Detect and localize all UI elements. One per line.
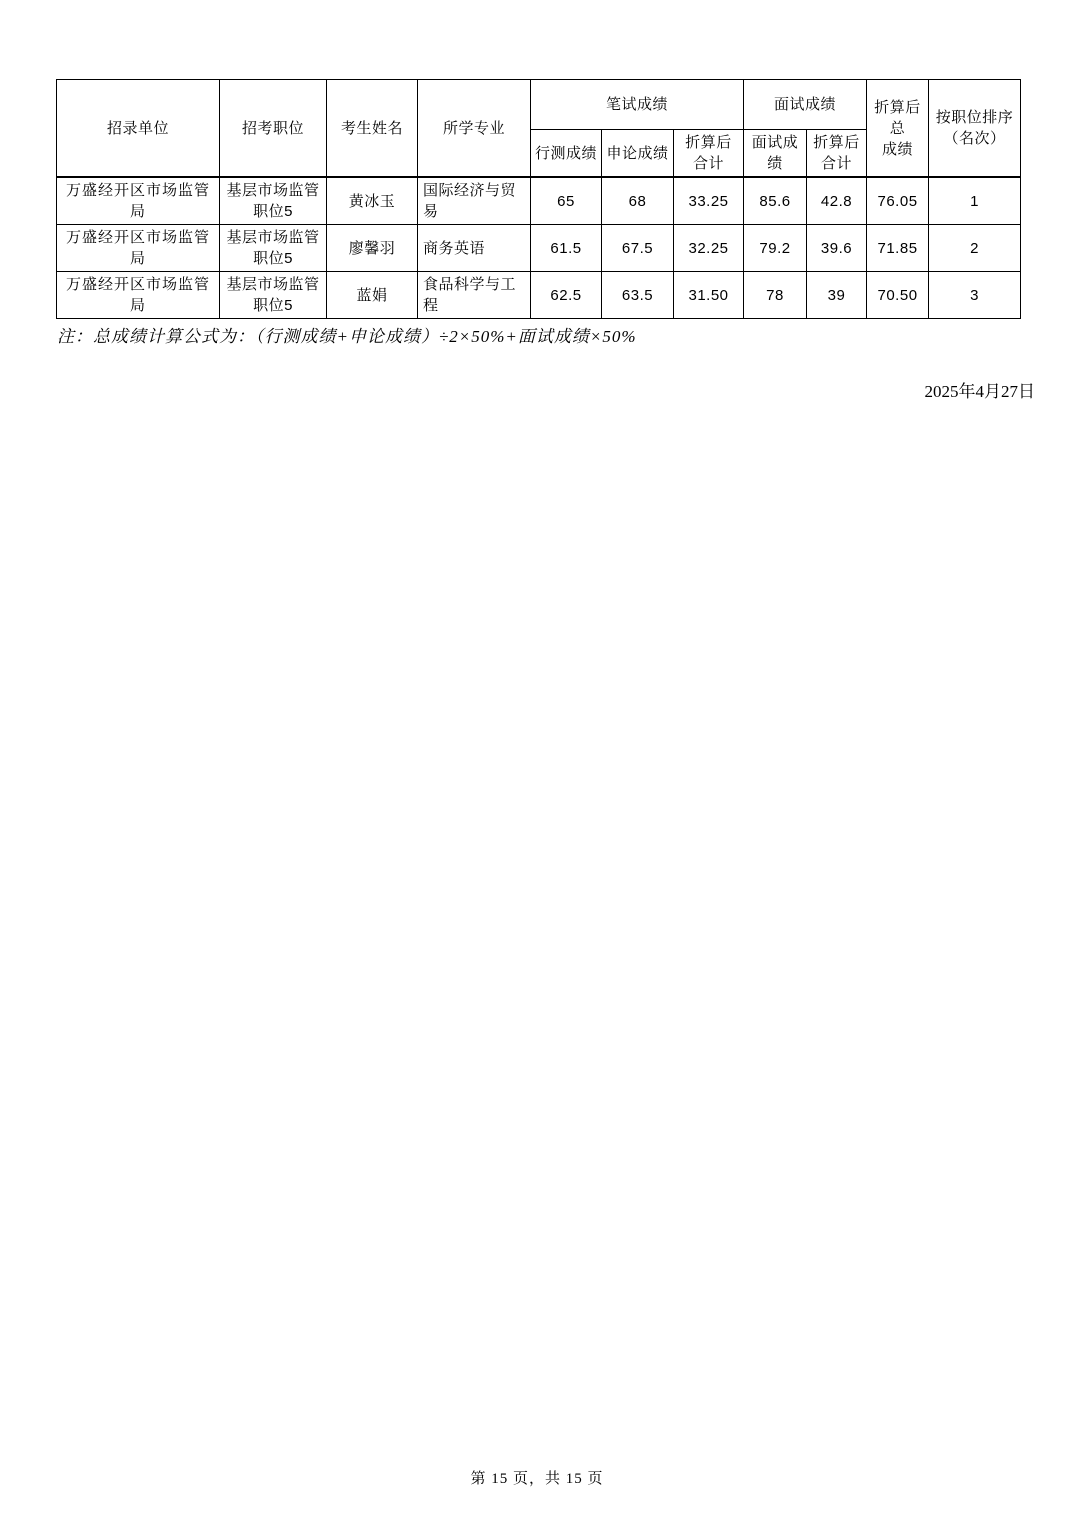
cell-xingce: 65 (531, 177, 602, 225)
cell-shenlun: 63.5 (602, 272, 674, 319)
cell-written-converted: 33.25 (674, 177, 744, 225)
cell-xingce: 62.5 (531, 272, 602, 319)
table-row (57, 272, 1021, 319)
cell-interview: 78 (744, 272, 807, 319)
header-interview-converted-line2: 合计 (821, 155, 853, 172)
cell-unit: 万盛经开区市场监管局 (57, 225, 220, 272)
header-written-group: 笔试成绩 (531, 80, 744, 130)
table-row (57, 177, 1021, 225)
table-header (57, 80, 1021, 178)
cell-name: 廖馨羽 (327, 225, 418, 272)
header-xingce-score: 行测成绩 (531, 130, 602, 178)
document-date: 2025年4月27日 (924, 382, 1035, 401)
header-recruit-position: 招考职位 (220, 80, 327, 178)
header-converted-total (867, 80, 929, 178)
cell-unit: 万盛经开区市场监管局 (57, 177, 220, 225)
header-interview-converted (807, 130, 867, 178)
cell-interview: 85.6 (744, 177, 807, 225)
cell-position: 基层市场监管职位5 (220, 225, 327, 272)
cell-xingce: 61.5 (531, 225, 602, 272)
cell-written-converted: 32.25 (674, 225, 744, 272)
cell-major: 食品科学与工程 (418, 272, 531, 319)
cell-interview-converted: 39 (807, 272, 867, 319)
header-candidate-name: 考生姓名 (327, 80, 418, 178)
header-written-converted-line1: 折算后 (685, 134, 732, 151)
header-written-converted (674, 130, 744, 178)
header-interview-score: 面试成绩 (744, 130, 807, 178)
header-interview-group: 面试成绩 (744, 80, 867, 130)
header-row-groups (57, 80, 1021, 130)
cell-unit: 万盛经开区市场监管局 (57, 272, 220, 319)
formula-note: 注：总成绩计算公式为：（行测成绩+申论成绩）÷2×50%+面试成绩×50% (57, 327, 637, 346)
cell-total: 70.50 (867, 272, 929, 319)
cell-shenlun: 68 (602, 177, 674, 225)
table-body (57, 177, 1021, 319)
table-row (57, 225, 1021, 272)
cell-interview-converted: 42.8 (807, 177, 867, 225)
cell-written-converted: 31.50 (674, 272, 744, 319)
cell-rank: 1 (929, 177, 1021, 225)
cell-major: 国际经济与贸易 (418, 177, 531, 225)
header-major: 所学专业 (418, 80, 531, 178)
cell-interview: 79.2 (744, 225, 807, 272)
cell-rank: 3 (929, 272, 1021, 319)
cell-name: 黄冰玉 (327, 177, 418, 225)
cell-major: 商务英语 (418, 225, 531, 272)
cell-name: 蓝娟 (327, 272, 418, 319)
header-interview-converted-line1: 折算后 (813, 134, 860, 151)
cell-total: 76.05 (867, 177, 929, 225)
header-rank-line2: （名次） (943, 130, 1006, 147)
header-rank (929, 80, 1021, 178)
cell-shenlun: 67.5 (602, 225, 674, 272)
cell-total: 71.85 (867, 225, 929, 272)
cell-position: 基层市场监管职位5 (220, 177, 327, 225)
header-converted-total-line2: 成绩 (882, 140, 914, 158)
cell-interview-converted: 39.6 (807, 225, 867, 272)
header-shenlun-score: 申论成绩 (602, 130, 674, 178)
header-recruiting-unit: 招录单位 (57, 80, 220, 178)
cell-position: 基层市场监管职位5 (220, 272, 327, 319)
header-rank-line1: 按职位排序 (935, 109, 1014, 126)
header-converted-total-line1: 折算后总 (874, 98, 921, 137)
score-table (56, 79, 1021, 319)
page-number-footer: 第 15 页，共 15 页 (470, 1471, 604, 1487)
cell-rank: 2 (929, 225, 1021, 272)
header-written-converted-line2: 合计 (693, 155, 725, 172)
